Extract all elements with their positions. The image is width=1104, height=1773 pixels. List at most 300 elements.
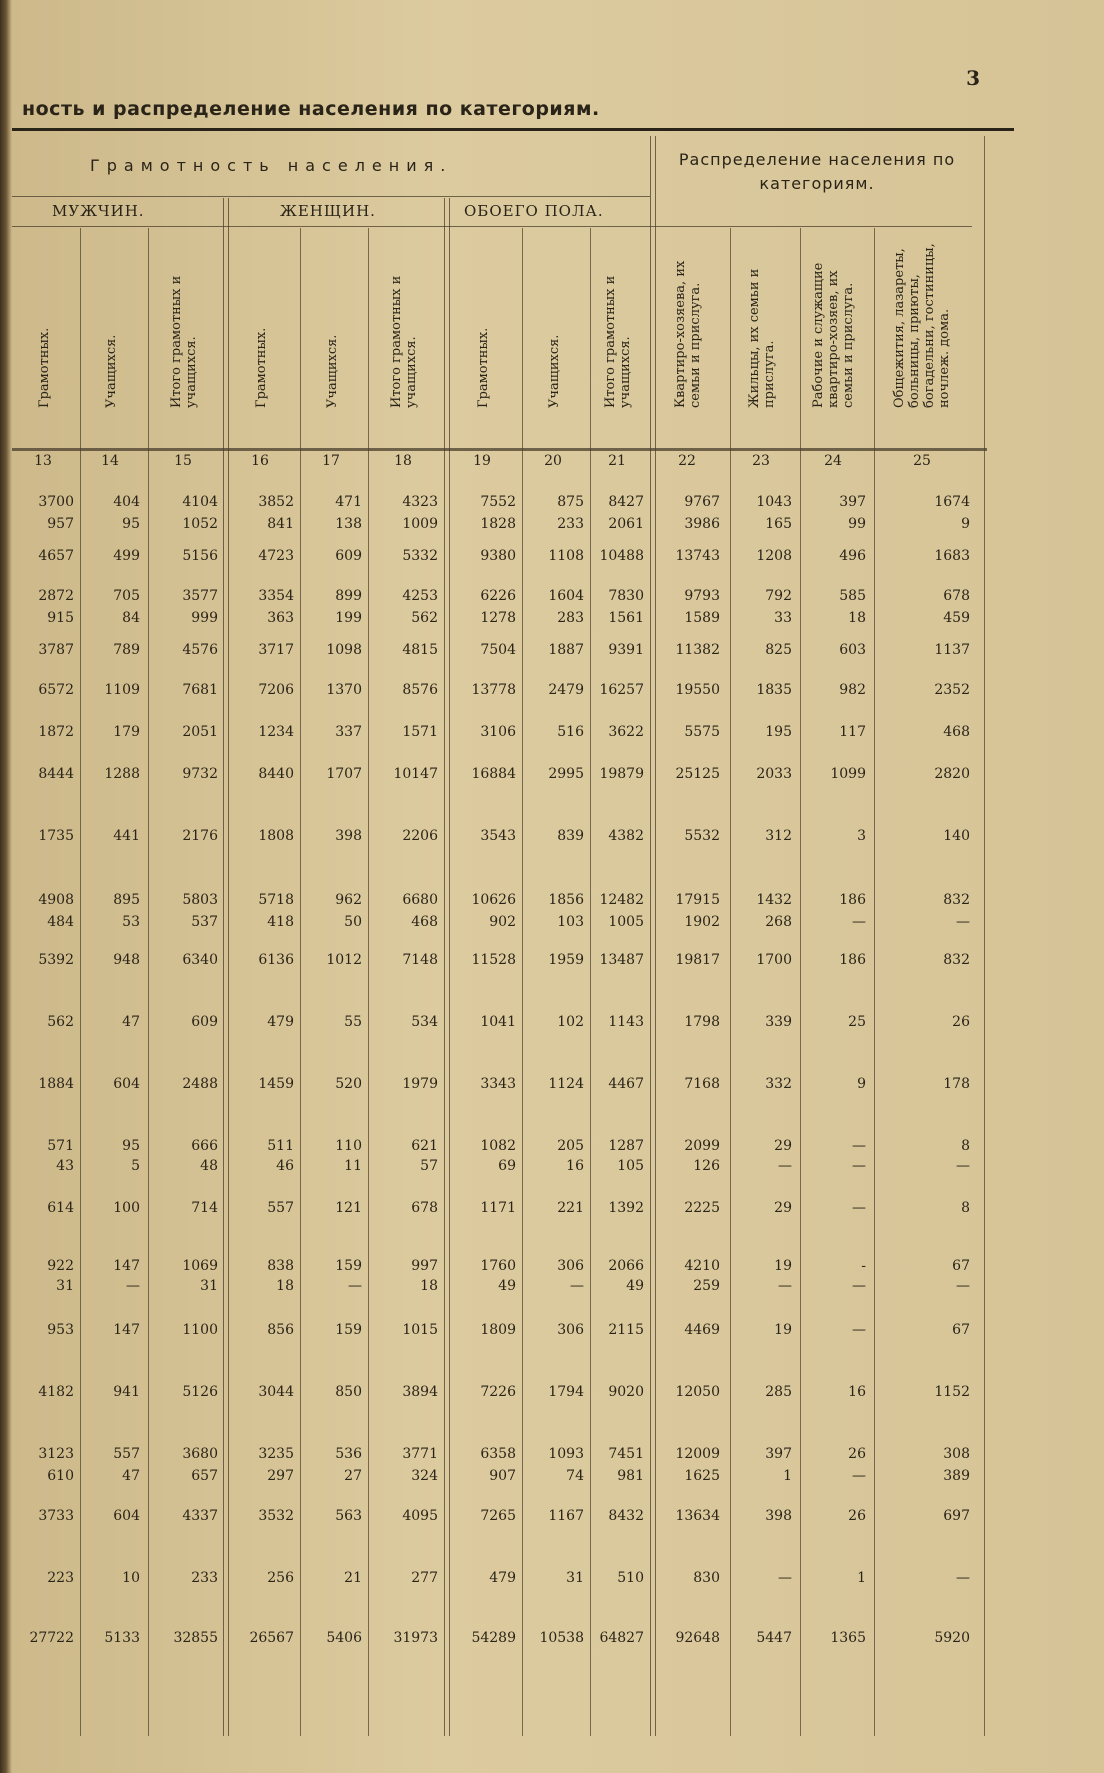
header-rule [12,128,1014,131]
table-cell: — [852,1468,866,1484]
table-cell: 830 [693,1570,720,1586]
table-cell: 5126 [182,1384,218,1400]
table-cell: 5406 [326,1630,362,1646]
table-cell: — [778,1158,792,1174]
table-cell: 2352 [934,682,970,698]
table-cell: 31 [56,1278,74,1294]
table-cell: — [852,1278,866,1294]
column-number: 19 [473,453,491,469]
table-cell: 1041 [480,1014,516,1030]
table-cell: 32855 [173,1630,218,1646]
table-cell: 5332 [402,548,438,564]
table-cell: 7206 [258,682,294,698]
table-cell: 5392 [38,952,74,968]
table-cell: 997 [411,1258,438,1274]
table-cell: 4095 [402,1508,438,1524]
table-cell: 4337 [182,1508,218,1524]
table-cell: 5920 [934,1630,970,1646]
table-cell: 6136 [258,952,294,968]
table-cell: - [861,1258,866,1274]
table-cell: 557 [113,1446,140,1462]
table-cell: 19 [774,1322,792,1338]
table-cell: — [852,1138,866,1154]
table-cell: 3733 [38,1508,74,1524]
column-heading-label: Грамотных. [254,327,269,408]
subgroup-both: ОБОЕГО ПОЛА. [464,202,604,220]
table-cell: 2051 [182,724,218,740]
table-cell: 3354 [258,588,294,604]
table-cell: 7226 [480,1384,516,1400]
table-cell: 283 [557,610,584,626]
table-cell: 1234 [258,724,294,740]
table-cell: 1459 [258,1076,294,1092]
table-cell: 165 [765,516,792,532]
column-number: 16 [251,453,269,469]
table-cell: 27 [344,1468,362,1484]
table-cell: 126 [693,1158,720,1174]
table-cell: 12050 [675,1384,720,1400]
column-heading-label: Итого грамотных и учащихся. [603,275,633,408]
table-cell: 297 [267,1468,294,1484]
table-cell: 3852 [258,494,294,510]
table-cell: 902 [489,914,516,930]
table-cell: 471 [335,494,362,510]
table-cell: 585 [839,588,866,604]
table-cell: 179 [113,724,140,740]
column-number: 13 [34,453,52,469]
table-cell: 1589 [684,610,720,626]
table-cell: 285 [765,1384,792,1400]
table-cell: 4815 [402,642,438,658]
table-cell: 3894 [402,1384,438,1400]
table-cell: 1760 [480,1258,516,1274]
table-cell: 5133 [104,1630,140,1646]
table-cell: 16 [848,1384,866,1400]
table-cell: 1872 [38,724,74,740]
column-heading-label: Жильцы, их семьи и прислуга. [747,268,777,408]
column-heading-label: Учащихся. [104,334,119,408]
table-cell: 11382 [675,642,720,658]
table-cell: — [778,1570,792,1586]
table-cell: 1015 [402,1322,438,1338]
table-cell: 33 [774,610,792,626]
table-cell: 3343 [480,1076,516,1092]
table-cell: 105 [617,1158,644,1174]
table-cell: 536 [335,1446,362,1462]
table-cell: 875 [557,494,584,510]
table-cell: 850 [335,1384,362,1400]
subgroup-men: МУЖЧИН. [52,202,145,220]
table-cell: 4467 [608,1076,644,1092]
table-cell: 1043 [756,494,792,510]
table-cell: 121 [335,1200,362,1216]
col-rule [800,228,801,1736]
table-cell: 8576 [402,682,438,698]
table-cell: — [852,914,866,930]
table-cell: 571 [47,1138,74,1154]
table-cell: 256 [267,1570,294,1586]
table-cell: 95 [122,516,140,532]
table-cell: 1099 [830,766,866,782]
table-cell: 562 [47,1014,74,1030]
table-cell: 1069 [182,1258,218,1274]
column-number: 24 [824,453,842,469]
table-cell: 459 [943,610,970,626]
column-number: 21 [608,453,626,469]
table-cell: 8440 [258,766,294,782]
table-cell: 2033 [756,766,792,782]
table-cell: 57 [420,1158,438,1174]
column-number: 23 [752,453,770,469]
table-cell: 268 [765,914,792,930]
col-rule [223,198,229,1736]
table-cell: 1109 [104,682,140,698]
rule-under-group [12,196,650,197]
column-heading-label: Грамотных. [476,327,491,408]
table-cell: 838 [267,1258,294,1274]
table-cell: 3986 [684,516,720,532]
table-cell: 159 [335,1322,362,1338]
table-cell: 27722 [29,1630,74,1646]
table-cell: 5803 [182,892,218,908]
table-cell: 9 [857,1076,866,1092]
table-cell: 5532 [684,828,720,844]
table-cell: 55 [344,1014,362,1030]
table-cell: 404 [113,494,140,510]
column-heading-label: Общежития, лазареты, больницы, приюты, богадельни, гостиницы, ночлеж. дома. [892,243,952,408]
table-cell: 510 [617,1570,644,1586]
table-cell: 678 [943,588,970,604]
table-cell: — [956,1158,970,1174]
table-cell: 8427 [608,494,644,510]
table-cell: 69 [498,1158,516,1174]
table-cell: 178 [943,1076,970,1092]
group-title-literacy: Грамотность населения. [90,156,453,175]
table-cell: 8444 [38,766,74,782]
table-cell: 666 [191,1138,218,1154]
column-number: 20 [544,453,562,469]
table-cell: 26 [848,1508,866,1524]
table-cell: 2176 [182,828,218,844]
table-cell: — [778,1278,792,1294]
table-cell: 223 [47,1570,74,1586]
table-cell: 907 [489,1468,516,1484]
table-cell: 705 [113,588,140,604]
table-cell: 1979 [402,1076,438,1092]
table-cell: 50 [344,914,362,930]
table-cell: 31973 [393,1630,438,1646]
table-cell: 1794 [548,1384,584,1400]
table-cell: 25 [848,1014,866,1030]
table-cell: 18 [276,1278,294,1294]
table-cell: 43 [56,1158,74,1174]
table-cell: 7148 [402,952,438,968]
table-cell: 520 [335,1076,362,1092]
table-cell: 2115 [608,1322,644,1338]
table-cell: 8 [961,1200,970,1216]
table-cell: 1124 [548,1076,584,1092]
table-cell: 102 [557,1014,584,1030]
table-cell: 1 [857,1570,866,1586]
table-cell: 3717 [258,642,294,658]
table-cell: 1012 [326,952,362,968]
table-cell: 1571 [402,724,438,740]
table-cell: 332 [765,1076,792,1092]
running-head: ность и распределение населения по категориям. [22,98,600,120]
table-cell: 5718 [258,892,294,908]
table-cell: 1707 [326,766,362,782]
page-number: 3 [966,66,980,90]
table-cell: 1208 [756,548,792,564]
table-cell: 9020 [608,1384,644,1400]
table-cell: 1093 [548,1446,584,1462]
table-cell: 1902 [684,914,720,930]
table-cell: 159 [335,1258,362,1274]
column-heading-label: Учащихся. [325,334,340,408]
table-cell: 1009 [402,516,438,532]
table-cell: 3771 [402,1446,438,1462]
table-cell: 621 [411,1138,438,1154]
table-cell: 479 [489,1570,516,1586]
table-cell: 4382 [608,828,644,844]
table-cell: 981 [617,1468,644,1484]
column-number: 15 [174,453,192,469]
table-cell: 103 [557,914,584,930]
table-cell: — [852,1200,866,1216]
table-cell: 16 [566,1158,584,1174]
table-cell: 1798 [684,1014,720,1030]
table-cell: 1 [783,1468,792,1484]
table-cell: 1082 [480,1138,516,1154]
table-cell: 49 [626,1278,644,1294]
table-cell: 1835 [756,682,792,698]
table-cell: 610 [47,1468,74,1484]
table-cell: 4908 [38,892,74,908]
column-number: 17 [322,453,340,469]
table-cell: 1432 [756,892,792,908]
table-cell: 4576 [182,642,218,658]
table-cell: 9767 [684,494,720,510]
table-cell: 557 [267,1200,294,1216]
col-rule [874,228,875,1736]
table-cell: 3577 [182,588,218,604]
table-cell: 825 [765,642,792,658]
table-cell: 1098 [326,642,362,658]
table-cell: 511 [267,1138,294,1154]
table-cell: 953 [47,1322,74,1338]
table-cell: 19817 [675,952,720,968]
table-cell: 100 [113,1200,140,1216]
table-cell: — [852,1322,866,1338]
table-cell: 537 [191,914,218,930]
table-cell: 1809 [480,1322,516,1338]
col-rule [80,228,81,1736]
col-rule [300,228,301,1736]
col-rule [522,228,523,1736]
table-cell: 4657 [38,548,74,564]
table-cell: 53 [122,914,140,930]
table-cell: 1288 [104,766,140,782]
col-rule [368,228,369,1736]
table-cell: 13743 [675,548,720,564]
table-cell: 7552 [480,494,516,510]
table-cell: 697 [943,1508,970,1524]
table-cell: 534 [411,1014,438,1030]
table-cell: 16257 [599,682,644,698]
col-rule [730,228,731,1736]
table-cell: 614 [47,1200,74,1216]
table-cell: 5156 [182,548,218,564]
table-cell: 1625 [684,1468,720,1484]
column-number: 18 [394,453,412,469]
table-cell: 4182 [38,1384,74,1400]
table-cell: 7451 [608,1446,644,1462]
table-cell: 832 [943,892,970,908]
column-heading-label: Итого грамотных и учащихся. [169,275,199,408]
table-cell: 74 [566,1468,584,1484]
table-cell: 397 [839,494,866,510]
table-cell: 841 [267,516,294,532]
table-cell: 678 [411,1200,438,1216]
table-cell: 337 [335,724,362,740]
table-cell: 1005 [608,914,644,930]
table-cell: 516 [557,724,584,740]
table-cell: 1143 [608,1014,644,1030]
table-cell: 7168 [684,1076,720,1092]
table-cell: 48 [200,1158,218,1174]
table-cell: 26 [848,1446,866,1462]
column-heading-label: Квартиро-хозяева, их семьи и прислуга. [673,260,703,408]
table-cell: 2872 [38,588,74,604]
table-cell: 563 [335,1508,362,1524]
table-cell: — [956,1570,970,1586]
table-cell: 147 [113,1322,140,1338]
table-cell: 2479 [548,682,584,698]
table-cell: 8432 [608,1508,644,1524]
table-cell: 31 [200,1278,218,1294]
table-cell: 110 [335,1138,362,1154]
table-cell: 26 [952,1014,970,1030]
table-cell: 6226 [480,588,516,604]
table-cell: 13778 [471,682,516,698]
table-cell: 1171 [480,1200,516,1216]
table-cell: 54289 [471,1630,516,1646]
table-cell: 6358 [480,1446,516,1462]
table-cell: 1365 [830,1630,866,1646]
table-cell: 2488 [182,1076,218,1092]
table-cell: 496 [839,548,866,564]
table-cell: 9391 [608,642,644,658]
table-cell: 7265 [480,1508,516,1524]
table-cell: 1808 [258,828,294,844]
table-cell: — [956,1278,970,1294]
table-cell: 1278 [480,610,516,626]
table-cell: 47 [122,1014,140,1030]
table-cell: 398 [335,828,362,844]
table-cell: 18 [420,1278,438,1294]
column-heading-label: Рабочие и служащие квартиро-хозяев, их семьи и прислуга. [811,262,856,408]
column-number: 25 [913,453,931,469]
table-cell: 4723 [258,548,294,564]
table-cell: 11 [344,1158,362,1174]
table-cell: 306 [557,1322,584,1338]
col-rule [148,228,149,1736]
table-cell: 1700 [756,952,792,968]
table-cell: 1856 [548,892,584,908]
table-cell: 1370 [326,682,362,698]
table-cell: 479 [267,1014,294,1030]
table-cell: 604 [113,1076,140,1092]
table-cell: 2206 [402,828,438,844]
table-cell: 9380 [480,548,516,564]
table-cell: 895 [113,892,140,908]
table-cell: 19550 [675,682,720,698]
table-cell: 10538 [539,1630,584,1646]
table-cell: 922 [47,1258,74,1274]
table-cell: 12009 [675,1446,720,1462]
table-cell: 999 [191,610,218,626]
table-cell: 714 [191,1200,218,1216]
table-cell: 363 [267,610,294,626]
table-cell: 99 [848,516,866,532]
table-cell: 29 [774,1200,792,1216]
table-cell: 10488 [599,548,644,564]
table-cell: 199 [335,610,362,626]
table-cell: 18 [848,610,866,626]
table-cell: 49 [498,1278,516,1294]
table-cell: 1828 [480,516,516,532]
table-cell: 12482 [599,892,644,908]
table-cell: 2066 [608,1258,644,1274]
table-cell: 604 [113,1508,140,1524]
table-cell: 306 [557,1258,584,1274]
table-cell: 792 [765,588,792,604]
table-cell: 3532 [258,1508,294,1524]
table-cell: 4469 [684,1322,720,1338]
table-cell: 312 [765,828,792,844]
rule-under-subgroups [12,226,972,227]
table-cell: 140 [943,828,970,844]
table-cell: 7681 [182,682,218,698]
table-cell: 64827 [599,1630,644,1646]
table-cell: 2099 [684,1138,720,1154]
table-cell: 856 [267,1322,294,1338]
table-cell: 233 [557,516,584,532]
rule-under-headings [12,448,987,451]
table-cell: 5 [131,1158,140,1174]
table-cell: 3787 [38,642,74,658]
table-cell: 9732 [182,766,218,782]
table-cell: 1152 [934,1384,970,1400]
table-cell: 609 [191,1014,218,1030]
table-cell: 948 [113,952,140,968]
table-cell: 324 [411,1468,438,1484]
table-cell: 277 [411,1570,438,1586]
table-cell: 1959 [548,952,584,968]
column-heading-label: Грамотных. [37,327,52,408]
table-cell: 10 [122,1570,140,1586]
table-cell: — [956,914,970,930]
table-cell: 67 [952,1322,970,1338]
table-cell: 2061 [608,516,644,532]
table-cell: 8 [961,1138,970,1154]
table-cell: 484 [47,914,74,930]
table-cell: 308 [943,1446,970,1462]
table-cell: — [570,1278,584,1294]
table-cell: 2995 [548,766,584,782]
column-number: 22 [678,453,696,469]
table-cell: 468 [943,724,970,740]
